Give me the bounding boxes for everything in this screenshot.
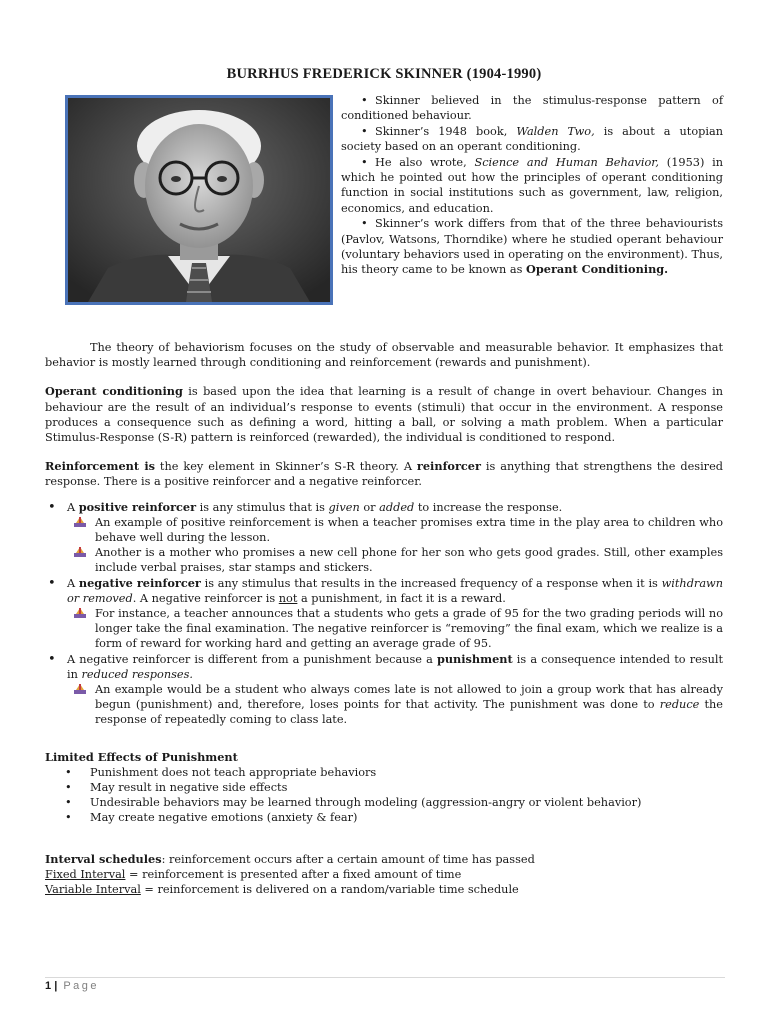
footer-divider xyxy=(45,977,725,978)
bio-item: • He also wrote, Science and Human Behavior, (1953) in which he pointed out how the principles of operant conditioning function in social institutions such as government, law, religion, economics, and education. xyxy=(341,155,724,215)
bullet-icon: • xyxy=(361,155,368,169)
list-item: • May create negative emotions (anxiety & fear) xyxy=(45,810,723,825)
page-title: BURRHUS FREDERICK SKINNER (1904-1990) xyxy=(226,66,542,82)
main-text xyxy=(45,340,723,897)
reinforcement-paragraph: Reinforcement is the key element in Skinner’s S-R theory. A reinforcer is anything that strengthens the desired response. There is a positive reinforcer and a negative reinforcer. xyxy=(45,459,724,489)
bullet-icon: • xyxy=(361,94,368,107)
reinforcer-list xyxy=(45,500,723,728)
page-number: 1 xyxy=(45,980,52,992)
list-item-negative: • A negative reinforcer is any stimulus that results in the increased frequency of a response when it is withdrawn or removed. A negative reinforcer is not a punishment, in fact it is a reward. For instance, a teacher announces that a students who gets a grade of 95 for the two grading periods will no longer take the final examination. The negative reinforcer is “removing” the final exam, which we realize is a form of reward for working hard and getting an average grade of 95. xyxy=(45,576,723,652)
pencil-bullet-icon xyxy=(73,607,87,619)
portrait-image xyxy=(68,98,330,302)
page-footer: 1 | Page xyxy=(45,980,100,992)
list-item: Another is a mother who promises a new cell phone for her son who gets good grades. Still, other examples include verbal praises, star stamps and stickers. xyxy=(67,545,723,575)
pencil-bullet-icon xyxy=(73,683,87,695)
intro-paragraph: The theory of behaviorism focuses on the study of observable and measurable behavior. It emphasizes that behavior is mostly learned through conditioning and reinforcement (rewards and punishment). xyxy=(45,341,723,370)
list-item: For instance, a teacher announces that a students who gets a grade of 95 for the two grading periods will no longer take the final examination. The negative reinforcer is “removing” the final exam, which we realize is a form of reward for working hard and getting an average grade of 95. xyxy=(67,606,723,652)
list-item: • Punishment does not teach appropriate behaviors xyxy=(45,765,723,780)
pencil-bullet-icon xyxy=(73,546,87,558)
list-item-punishment: • A negative reinforcer is different from a punishment because a punishment is a consequence intended to result in reduced responses. An example would be a student who always comes late is not allowed to join a group work that has already begun (punishment) and, therefore, loses points for that activity. The punishment was done to reduce the response of repeatedly coming to class late. xyxy=(45,652,723,728)
pencil-bullet-icon xyxy=(73,516,87,528)
limited-effects-list xyxy=(45,765,723,826)
list-item: • May result in negative side effects xyxy=(45,780,723,795)
interval-schedules: Interval schedules: reinforcement occurs after a certain amount of time has passed Fixed Interval = reinforcement is presented after a fixed amount of time Variable Interval = reinforcement is delivered on a random/variable time schedule xyxy=(45,851,535,897)
bio-bullets xyxy=(341,93,723,278)
list-item: An example of positive reinforcement is when a teacher promises extra time in the play area to children who behave well during the lesson. xyxy=(67,515,723,545)
portrait-photo xyxy=(65,95,333,305)
list-item: • Undesirable behaviors may be learned through modeling (aggression-angry or violent behavior) xyxy=(45,795,723,810)
bullet-icon: • xyxy=(361,124,368,138)
bullet-icon: • xyxy=(361,217,368,231)
bio-item: • Skinner’s work differs from that of the three behaviourists (Pavlov, Watsons, Thorndike) where he studied operant behaviour (voluntary behaviors used in operating on the environment). Thus, his theory came to be known as Operant Conditioning. xyxy=(341,217,723,277)
list-item-positive: • A positive reinforcer is any stimulus that is given or added to increase the response. An example of positive reinforcement is when a teacher promises extra time in the play area to children who behave well during the lesson. Another is a mother who promises a new cell phone for her son who gets good grades. Still, other examples include verbal praises, star stamps and stickers. xyxy=(45,500,723,576)
page-label: Page xyxy=(63,980,100,992)
list-item: An example would be a student who always comes late is not allowed to join a group work that has already begun (punishment) and, therefore, loses points for that activity. The punishment was done to reduce the response of repeatedly coming to class late. xyxy=(67,682,723,728)
bio-item: • Skinner believed in the stimulus-response pattern of conditioned behaviour. xyxy=(341,94,723,123)
bio-item: • Skinner’s 1948 book, Walden Two, is about a utopian society based on an operant conditioning. xyxy=(341,124,723,154)
operant-paragraph: Operant conditioning is based upon the idea that learning is a result of change in overt behaviour. Changes in behaviour are the result of an individual’s response to events (stimuli) that occur in the environment. A response produces a consequence such as defining a word, hitting a ball, or solving a math problem. When a particular Stimulus-Response (S-R) pattern is reinforced (rewarded), the individual is conditioned to respond. xyxy=(45,384,724,445)
limited-effects-heading: Limited Effects of Punishment xyxy=(45,749,238,764)
